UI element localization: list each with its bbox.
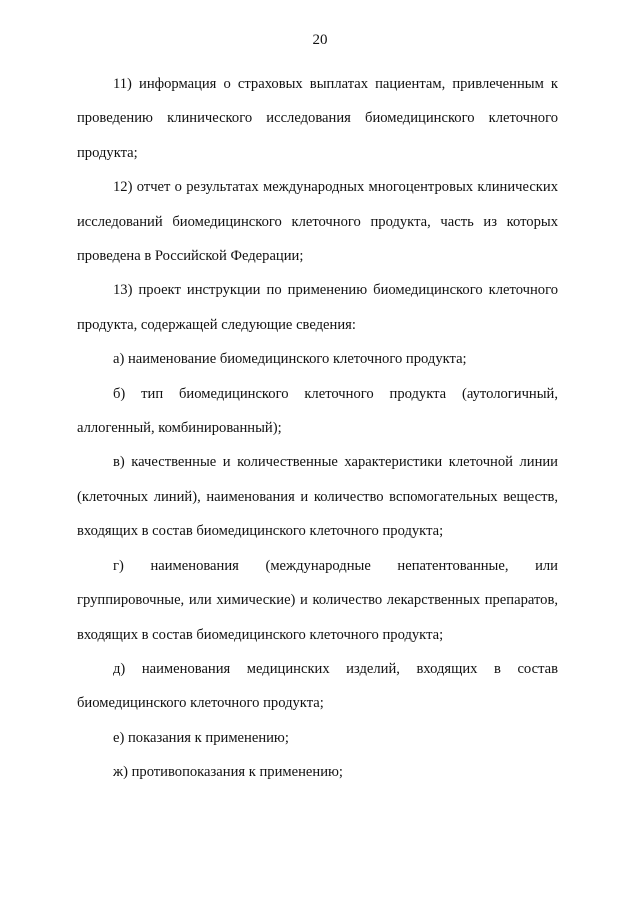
subitem-b: б) тип биомедицинского клеточного продукта (аутологичный, аллогенный, комбинированный); [77, 385, 558, 437]
paragraph-item-11: 11) информация о страховых выплатах пациентам, привлеченным к проведению клинического исследования биомедицинского клеточного продукта; [77, 76, 558, 161]
document-body [77, 67, 558, 790]
paragraph-item-12: 12) отчет о результатах международных многоцентровых клинических исследований биомедицинского клеточного продукта, часть из которых проведена в Российской Федерации; [77, 179, 558, 265]
paragraph-item-13: 13) проект инструкции по применению биомедицинского клеточного продукта, содержащей следующие сведения: [77, 282, 558, 333]
subitem-v: в) качественные и количественные характеристики клеточной линии (клеточных линий), наименования и количество вспомогательных веществ, входящих в состав биомедицинского клеточного продукта; [77, 454, 558, 540]
subitem-a: а) наименование биомедицинского клеточного продукта; [113, 351, 467, 368]
subitem-zh: ж) противопоказания к применению; [113, 764, 343, 781]
subitem-e: е) показания к применению; [113, 729, 289, 746]
subitem-g: г) наименования (международные непатентованные, или группировочные, или химические) и количество лекарственных препаратов, входящих в состав биомедицинского клеточного продукта; [77, 557, 558, 643]
subitem-d: д) наименования медицинских изделий, входящих в состав биомедицинского клеточного продукта; [77, 660, 558, 712]
page-number: 20 [312, 32, 328, 48]
